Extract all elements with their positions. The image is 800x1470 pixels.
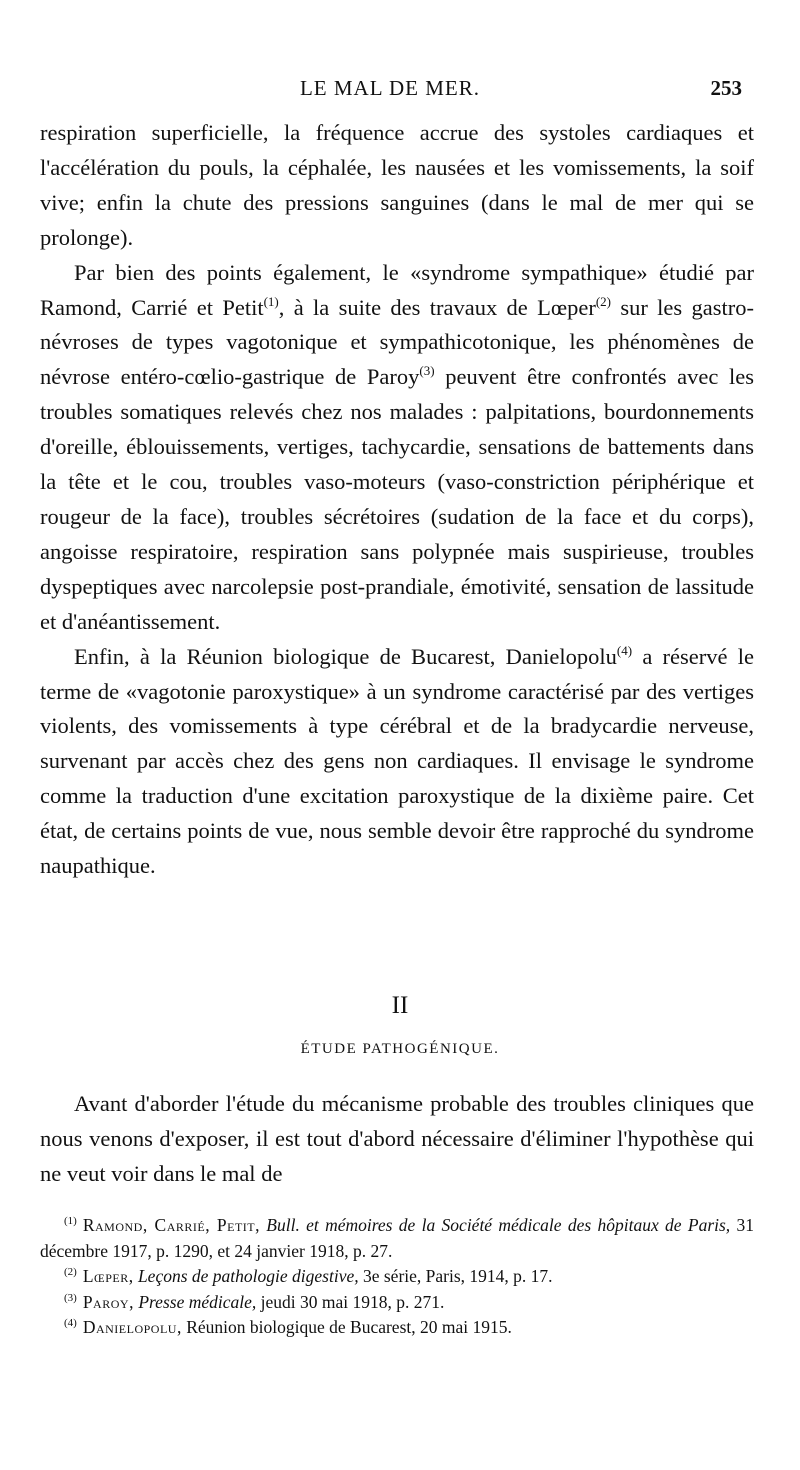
footnote-mark: (4) (64, 1317, 77, 1329)
paragraph-2-text-c: sur les gastro-névroses de types vagotonique et sympathicotonique, les phénomènes de névrose entéro-cœlio-gastrique de Paroy (40, 294, 754, 390)
footnote-ref-3: (3) (419, 363, 435, 379)
footnote-mark: (3) (64, 1291, 77, 1304)
section-number: II (391, 992, 409, 1019)
page-number: 253 (710, 76, 742, 100)
paragraph-1: respiration superficielle, la fréquence accrue des systoles cardiaques et l'accélération du pouls, la céphalée, les nausées et les vomissements, la soif vive; enfin la chute des pressions sanguines (dans le mal de mer qui se prolonge). (40, 120, 754, 250)
footnote-details: 3e série, Paris, 1914, p. 17. (358, 1266, 553, 1286)
paragraph-3-text-b: a réservé le terme de «vagotonie paroxystique» à un syndrome caractérisé par des vertiges violents, des vomissements à type cérébral et de la bradycardie nerveuse, survenant par accès chez des gens non cardiaques. Il envisage le syndrome comme la traduction d'une excitation paroxystique de la dixième paire. Cet état, de certains points de vue, nous semble devoir être rapproché du syndrome naupathique. (40, 643, 754, 879)
footnote-1 (40, 1213, 754, 1264)
footnote-details: jeudi 30 mai 1918, p. 271. (256, 1291, 445, 1312)
paragraph-2-text-d: peuvent être confrontés avec les troubles somatiques relevés chez nos malades : palpitations, bourdonnements d'oreille, éblouissements, vertiges, tachycardie, sensations de battements dans la tête et le cou, troubles vaso-moteurs (vaso-constriction périphérique et rougeur de la face), troubles sécrétoires (sudation de la face et du corps), angoisse respiratoire, respiration sans polypnée mais suspirieuse, troubles dyspeptiques avec narcolepsie post-prandiale, émotivité, sensation de lassitude et d'anéantissement. (40, 364, 754, 634)
section-body (40, 1086, 754, 1191)
footnote-ref-4: (4) (616, 642, 633, 658)
footnote-authors: Paroy, (82, 1291, 134, 1312)
paragraph-2 (40, 256, 754, 640)
footnote-title: Bull. et mémoires de la Société médicale des hôpitaux de Paris, (266, 1215, 731, 1235)
running-head (40, 76, 740, 106)
paragraph-3 (40, 640, 754, 884)
section-title: ÉTUDE PATHOGÉNIQUE. (300, 1041, 500, 1057)
footnote-3 (40, 1290, 754, 1316)
paragraph-3-text-a: Enfin, à la Réunion biologique de Bucarest, Danielopolu (74, 643, 617, 669)
footnote-mark: (2) (64, 1266, 77, 1278)
footnote-details: Réunion biologique de Bucarest, 20 mai 1915. (181, 1317, 512, 1337)
footnote-4 (40, 1315, 754, 1341)
footnote-mark: (1) (64, 1215, 77, 1227)
footnote-authors: Danielopolu, (82, 1317, 182, 1337)
body-text (40, 116, 754, 884)
section-paragraph: Avant d'aborder l'étude du mécanisme probable des troubles cliniques que nous venons d'exposer, il est tout d'abord nécessaire d'éliminer l'hypothèse qui ne veut voir dans le mal de (40, 1091, 754, 1186)
footnote-details: 31 décembre 1917, p. 1290, et 24 janvier 1918, p. 27. (40, 1215, 754, 1261)
footnote-2 (40, 1264, 754, 1290)
footnote-authors: Lœper, (82, 1266, 134, 1286)
footnote-ref-1: (1) (263, 293, 279, 309)
footnote-title: Leçons de pathologie digestive, (137, 1266, 359, 1286)
running-title: LE MAL DE MER. (299, 76, 481, 100)
footnote-title: Presse médicale, (138, 1291, 257, 1312)
paragraph-2-text-a: Par bien des points également, le «syndrome sympathique» étudié par Ramond, Carrié et Petit (40, 259, 754, 320)
footnotes (40, 1213, 754, 1341)
footnote-ref-2: (2) (595, 293, 612, 309)
paragraph-2-text-b: , à la suite des travaux de Lœper (278, 294, 596, 320)
footnote-authors: Ramond, Carrié, Petit, (82, 1215, 260, 1235)
